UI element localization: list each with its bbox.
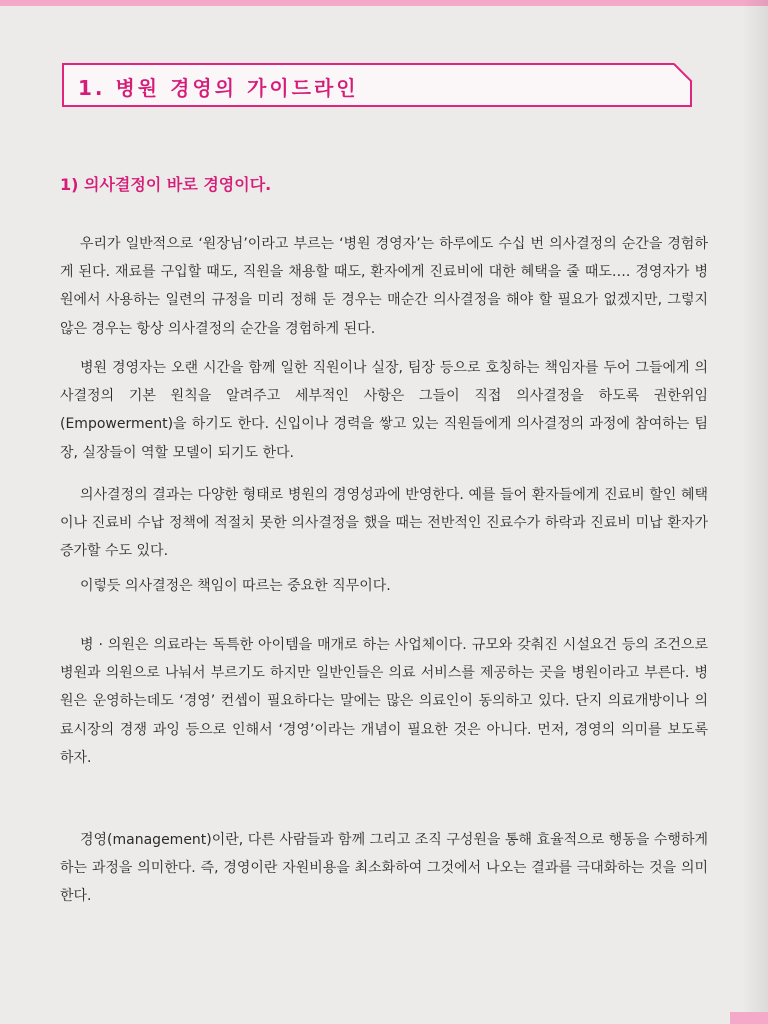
body-paragraph-4: 이렇듯 의사결정은 책임이 따르는 중요한 직무이다. [80, 578, 391, 594]
body-paragraph-3: 의사결정의 결과는 다양한 형태로 병원의 경영성과에 반영한다. 예를 들어 환자들에게 진료비 할인 혜택이나 진료비 수납 정책에 적절치 못한 의사결정을 했을 때는 전반적인 진료수가 하락과 진료비 미납 환자가 증가할 수도 있다. [60, 487, 708, 560]
body-paragraph-5: 병 · 의원은 의료라는 독특한 아이템을 매개로 하는 사업체이다. 규모와 갖춰진 시설요건 등의 조건으로 병원과 의원으로 나눠서 부르기도 하지만 일반인들은 의료 서비스를 제공하는 곳을 병원이라고 부른다. 병원은 운영하는데도 ‘경영’ 컨셉이 필요하다는 말에는 많은 의료인이 동의하고 있다. 단지 의료개방이나 의료시장의 경쟁 과잉 등으로 인해서 ‘경영’이라는 개념이 필요한 것은 아니다. 먼저, 경영의 의미를 보도록 하자. [60, 637, 708, 766]
top-color-stripe [0, 0, 768, 6]
page-edge-shadow [742, 0, 768, 1024]
body-paragraph-2: 병원 경영자는 오랜 시간을 함께 일한 직원이나 실장, 팀장 등으로 호칭하는 책임자를 두어 그들에게 의사결정의 기본 원칙을 알려주고 세부적인 사항은 그들이 직접 의사결정을 하도록 권한위임(Empowerment)을 하기도 한다. 신입이나 경력을 쌓고 있는 직원들에게 의사결정의 과정에 참여하는 팀장, 실장들이 역할 모델이 되기도 한다. [60, 360, 708, 461]
section-title: 1. 병원 경영의 가이드라인 [78, 76, 359, 100]
subsection-heading: 1) 의사결정이 바로 경영이다. [60, 175, 272, 194]
page-corner-tab [730, 1012, 768, 1024]
body-paragraph-1: 우리가 일반적으로 ‘원장님’이라고 부르는 ‘병원 경영자’는 하루에도 수십 번 의사결정의 순간을 경험하게 된다. 재료를 구입할 때도, 직원을 채용할 때도, 환자에게 진료비에 대한 혜택을 줄 때도…. 경영자가 병원에서 사용하는 일련의 규정을 미리 정해 둔 경우는 매순간 의사결정을 해야 할 필요가 없겠지만, 그렇지 않은 경우는 항상 의사결정의 순간을 경험하게 된다. [60, 236, 708, 337]
body-paragraph-6: 경영(management)이란, 다른 사람들과 함께 그리고 조직 구성원을 통해 효율적으로 행동을 수행하게 하는 과정을 의미한다. 즉, 경영이란 자원비용을 최소화하여 그것에서 나오는 결과를 극대화하는 것을 의미한다. [60, 832, 708, 905]
